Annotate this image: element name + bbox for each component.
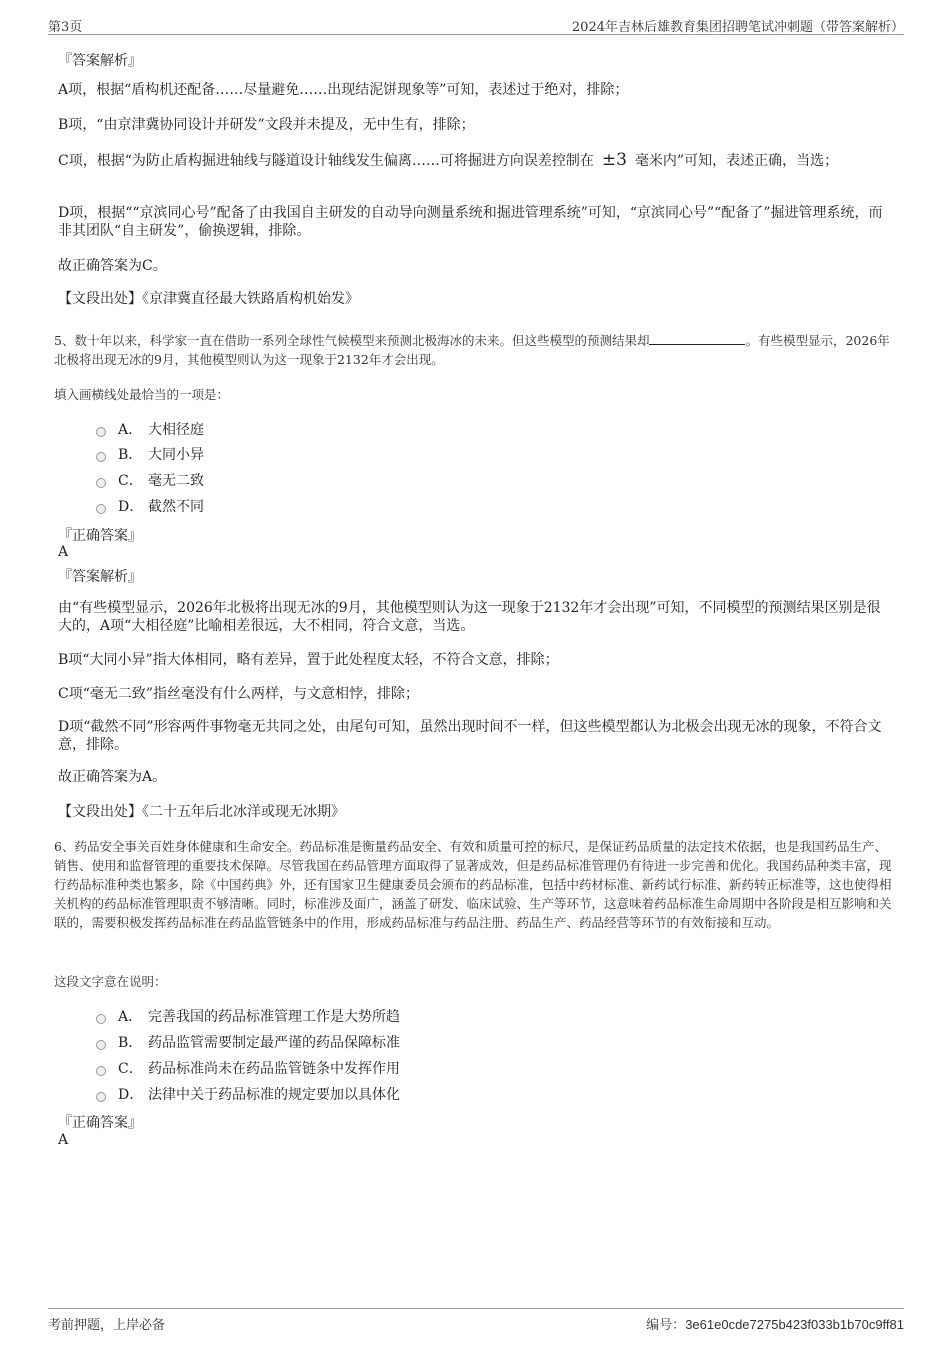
analysis-c-post: 毫米内”可知，表述正确，当选； — [634, 153, 839, 169]
question-6-prompt: 这段文字意在说明： — [54, 974, 167, 989]
analysis-c-pre: C项，根据“为防止盾构掘进轴线与隧道设计轴线发生偏离……可将掘进方向误差控制在 — [58, 153, 594, 169]
radio-icon[interactable] — [96, 1040, 106, 1050]
option-b[interactable]: B． 药品监管需要制定最严谨的药品保障标准 — [96, 1032, 400, 1052]
radio-icon[interactable] — [96, 1092, 106, 1102]
radio-icon[interactable] — [96, 1014, 106, 1024]
correct-answer-label: 『正确答案』 — [58, 1115, 142, 1131]
radio-icon[interactable] — [96, 1066, 106, 1076]
radio-icon[interactable] — [96, 504, 106, 514]
page-footer — [48, 1308, 904, 1333]
analysis-conclusion: 故正确答案为C。 — [58, 258, 167, 274]
option-d[interactable]: D． 法律中关于药品标准的规定要加以具体化 — [96, 1084, 400, 1104]
correct-answer: A — [58, 544, 69, 560]
page-number: 第3页 — [48, 20, 83, 35]
option-d[interactable]: D． 截然不同 — [96, 496, 204, 516]
document-code: 编号：3e61e0cde7275b423f033b1b70c9ff81 — [646, 1317, 904, 1333]
analysis-paragraph: 由“有些模型显示，2026年北极将出现无冰的9月，其他模型则认为这一现象于2132年才会出现”可知，不同模型的预测结果区别是很大的，A项“大相径庭”比喻相差很远，大不相同，符合文意，当选。 — [58, 600, 881, 634]
question-5-stem-pre: 5、数十年以来，科学家一直在借助一系列全球性气候模型来预测北极海冰的未来。但这些模型的预测结果却 — [54, 333, 650, 348]
question-5-stem-post: 。有些模型显示，2026年北极将出现无冰的9月，其他模型则认为这一现象于2132年才会出现。 — [54, 333, 890, 367]
radio-icon[interactable] — [96, 427, 106, 437]
radio-icon[interactable] — [96, 478, 106, 488]
radio-icon[interactable] — [96, 452, 106, 462]
analysis-paragraph: C项“毫无二致”指丝毫没有什么两样，与文意相悖，排除； — [58, 686, 420, 702]
analysis-paragraph: D项“截然不同”形容两件事物毫无共同之处，由尾句可知，虽然出现时间不一样，但这些模型都认为北极会出现无冰的现象，不符合文意，排除。 — [58, 719, 882, 753]
analysis-b: B项，“由京津冀协同设计并研发”文段并未提及，无中生有，排除； — [58, 117, 475, 133]
option-a[interactable]: A． 完善我国的药品标准管理工作是大势所趋 — [96, 1006, 400, 1026]
analysis-d: D项，根据““京滨同心号”配备了由我国自主研发的自动导向测量系统和掘进管理系统”可知，“京滨同心号”“配备了”掘进管理系统，而非其团队“自主研发”，偷换逻辑，排除。 — [58, 205, 883, 239]
analysis-c — [58, 151, 888, 170]
page-header — [48, 14, 904, 35]
option-a[interactable]: A． 大相径庭 — [96, 419, 204, 439]
option-c[interactable]: C． 毫无二致 — [96, 470, 204, 490]
fill-blank — [649, 332, 745, 345]
document-title: 2024年吉林后雄教育集团招聘笔试冲刺题（带答案解析） — [571, 20, 904, 35]
math-plus-minus-3: ±3 — [601, 150, 627, 170]
correct-answer: A — [58, 1132, 69, 1148]
analysis-paragraph: B项“大同小异”指大体相同，略有差异，置于此处程度太轻，不符合文意，排除； — [58, 652, 559, 668]
correct-answer-label: 『正确答案』 — [58, 528, 142, 544]
analysis-a: A项，根据“盾构机还配备……尽量避免……出现结泥饼现象等”可知，表述过于绝对，排除； — [58, 82, 629, 98]
question-6-stem: 6、药品安全事关百姓身体健康和生命安全。药品标准是衡量药品安全、有效和质量可控的标尺，是保证药品质量的法定技术依据，也是我国药品生产、销售、使用和监督管理的重要技术保障。尽管我国在药品管理方面取得了显著成效，但是药品标准管理仍有待进一步完善和优化。我国药品种类丰富，现行药品标准种类也繁多，除《中国药典》外，还有国家卫生健康委员会颁布的药品标准，包括中药材标准、新药试行标准、新药转正标准等，这也使得相关机构的药品标准管理职责不够清晰。同时，标准涉及面广，涵盖了研发、临床试验、生产等环节，这意味着药品标准生命周期中各阶段是相互影响和关联的，需要积极发挥药品标准在药品监管链条中的作用，形成药品标准与药品注册、药品生产、药品经营等环节的有效衔接和互动。 — [54, 839, 892, 930]
analysis-label: 『答案解析』 — [58, 53, 142, 69]
option-b[interactable]: B． 大同小异 — [96, 444, 204, 464]
option-c[interactable]: C． 药品标准尚未在药品监管链条中发挥作用 — [96, 1058, 400, 1078]
question-5-stem — [54, 331, 894, 369]
question-5-prompt: 填入画横线处最恰当的一项是： — [54, 387, 230, 402]
analysis-label: 『答案解析』 — [58, 569, 142, 585]
analysis-source: 【文段出处】《京津冀直径最大铁路盾构机始发》 — [58, 291, 359, 307]
footer-slogan: 考前押题，上岸必备 — [48, 1318, 166, 1333]
analysis-conclusion: 故正确答案为A。 — [58, 769, 167, 785]
analysis-source: 【文段出处】《二十五年后北冰洋或现无冰期》 — [58, 804, 345, 820]
